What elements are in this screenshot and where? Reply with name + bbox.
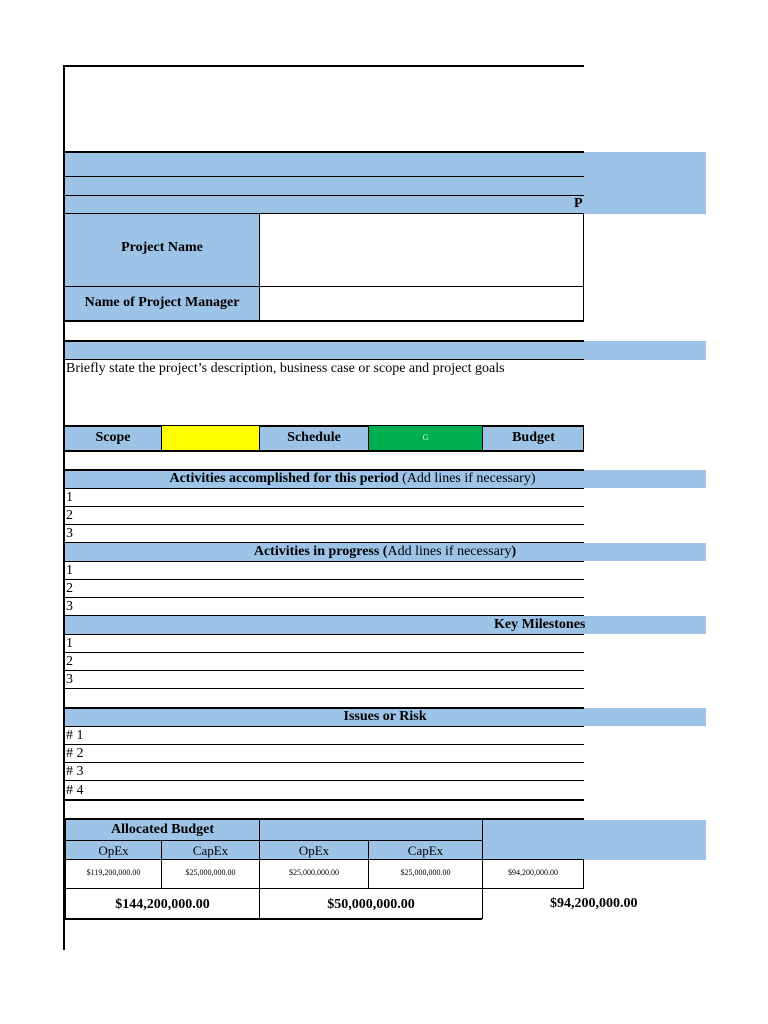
budget-total-remaining: $94,200,000.00 xyxy=(550,896,638,911)
accomplished-line-0 xyxy=(65,488,584,489)
list-item[interactable]: 2 xyxy=(66,581,73,596)
milestones-band xyxy=(65,616,706,634)
budget-value-capex-2: $25,000,000.00 xyxy=(400,868,451,877)
project-name-label: Project Name xyxy=(121,240,203,255)
list-item[interactable]: 3 xyxy=(66,599,73,614)
budget-totals-bottom xyxy=(65,918,482,920)
list-item[interactable]: 2 xyxy=(66,654,73,669)
top-border xyxy=(63,65,584,67)
milestones-line-0 xyxy=(65,634,584,635)
budget-col-line-5 xyxy=(583,860,584,889)
budget-right-band xyxy=(483,820,706,860)
budget-label: Budget xyxy=(512,430,555,445)
issues-line-2 xyxy=(65,762,584,763)
schedule-status-cell[interactable]: G xyxy=(369,426,482,450)
manager-label: Name of Project Manager xyxy=(84,295,240,310)
milestones-line-3 xyxy=(65,688,584,689)
in-progress-line-1 xyxy=(65,579,584,580)
in-progress-line-0 xyxy=(65,561,584,562)
budget-subheader-opex-1: OpEx xyxy=(98,843,129,858)
budget-value-capex-1: $25,000,000.00 xyxy=(185,868,236,877)
status-row-top xyxy=(65,425,584,427)
in-progress-title-bold: Activities in progress ( xyxy=(253,544,388,559)
list-item[interactable]: 3 xyxy=(66,526,73,541)
budget-subheader-top xyxy=(65,840,482,841)
project-name-value[interactable] xyxy=(259,214,584,287)
budget-values-bottom xyxy=(65,888,584,889)
budget-value-opex-2: $25,000,000.00 xyxy=(289,868,339,877)
milestones-line-2 xyxy=(65,670,584,671)
budget-values-top xyxy=(65,859,584,860)
status-row-bottom xyxy=(65,450,584,452)
budget-total-allocated: $144,200,000.00 xyxy=(115,897,210,912)
project-info-bottom-line xyxy=(65,320,584,322)
list-item[interactable]: 1 xyxy=(66,563,73,578)
accomplished-title-note: (Add lines if necessary) xyxy=(398,471,536,486)
milestones-line-1 xyxy=(65,652,584,653)
accomplished-line-2 xyxy=(65,524,584,525)
list-item[interactable]: 3 xyxy=(66,672,73,687)
in-progress-title-note: Add lines if necessary xyxy=(387,544,512,559)
accomplished-line-1 xyxy=(65,506,584,507)
header-band-line-2 xyxy=(65,195,584,196)
accomplished-title xyxy=(65,470,640,488)
list-item[interactable]: # 3 xyxy=(66,764,84,779)
project-info-line-1 xyxy=(65,213,584,214)
description-band xyxy=(65,341,706,360)
budget-subheader-capex-1: CapEx xyxy=(192,843,229,858)
description-text: Briefly state the project’s description, business case or scope and project goals xyxy=(66,361,505,376)
list-item[interactable]: # 4 xyxy=(66,783,84,798)
list-item[interactable]: 2 xyxy=(66,508,73,523)
allocated-budget-label: Allocated Budget xyxy=(110,822,215,837)
issues-line-3 xyxy=(65,780,584,781)
schedule-label: Schedule xyxy=(287,430,341,445)
header-band-line-1 xyxy=(65,176,584,177)
list-item[interactable]: 1 xyxy=(66,490,73,505)
status-right-edge xyxy=(583,426,584,451)
budget-value-remaining: $94,200,000.00 xyxy=(508,868,558,877)
budget-subheader-capex-2: CapEx xyxy=(407,843,444,858)
accomplished-title-bold: Activities accomplished for this period xyxy=(169,471,399,486)
in-progress-line-2 xyxy=(65,597,584,598)
list-item[interactable]: 1 xyxy=(66,636,73,651)
description-band-top xyxy=(65,340,584,342)
header-band-top-line xyxy=(65,151,584,153)
budget-top-line xyxy=(65,818,584,820)
header-band-partial-text: P xyxy=(574,196,583,211)
issues-line-0 xyxy=(65,726,584,727)
in-progress-title xyxy=(65,543,705,561)
issues-bottom xyxy=(65,799,584,801)
list-item[interactable]: # 2 xyxy=(66,746,84,761)
issues-title: Issues or Risk xyxy=(343,709,427,724)
header-band xyxy=(65,152,706,214)
in-progress-title-close: ) xyxy=(511,544,517,559)
scope-label: Scope xyxy=(95,430,131,445)
list-item[interactable]: # 1 xyxy=(66,728,84,743)
budget-total-spent: $50,000,000.00 xyxy=(327,897,415,912)
milestones-title: Key Milestones xyxy=(494,617,586,632)
issues-line-1 xyxy=(65,744,584,745)
budget-subheader-opex-2: OpEx xyxy=(298,843,330,858)
scope-status-cell[interactable] xyxy=(162,426,259,450)
manager-value[interactable] xyxy=(259,287,584,321)
budget-value-opex-1: $119,200,000.00 xyxy=(86,868,141,877)
